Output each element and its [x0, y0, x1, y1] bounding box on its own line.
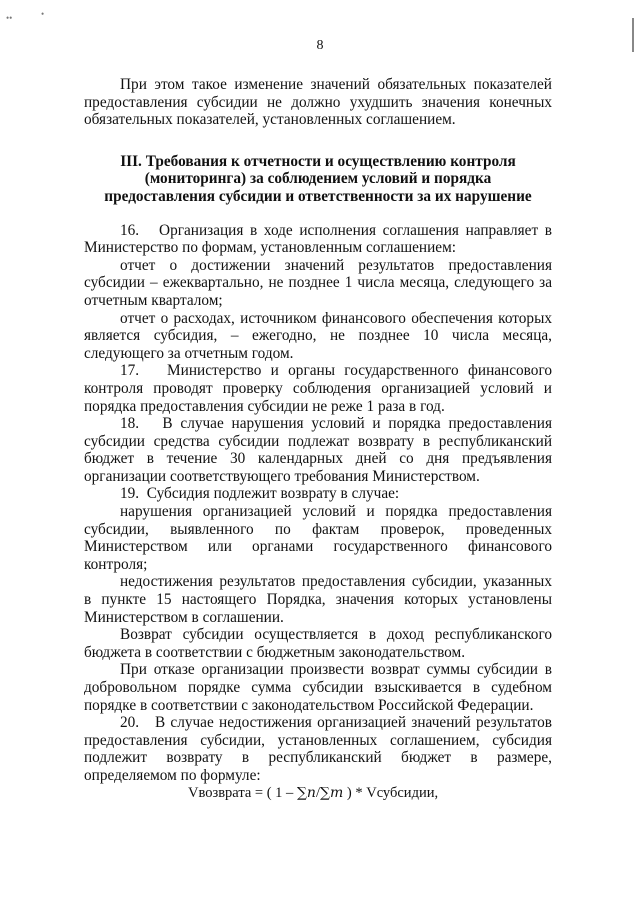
page-number: 8	[316, 38, 324, 53]
intro-paragraph: При этом такое изменение значений обязательных показателей предоставления субсидии не должно ухудшить значения конечных обязательных показателей, установленных соглашением.	[84, 76, 552, 129]
paragraph-20: 20. В случае недостижения организацией значений результатов предоставления субсидии, установленных соглашением, субсидия подлежит возврату в республиканский бюджет в размере, определяемом по формуле:	[84, 714, 552, 784]
paragraph-19: 19. Субсидия подлежит возврату в случае:	[120, 485, 400, 503]
return-case-nonachievement: недостижения результатов предоставления субсидии, указанных в пункте 15 настоящего Порядка, значения которых установлены Министерством в соглашении.	[84, 573, 552, 626]
formula-slash: /	[315, 784, 320, 801]
formula-sum-m: ∑𝑚	[319, 784, 344, 801]
formula-lhs: Vвозврата = ( 1 –	[188, 784, 297, 801]
scan-speck: ••	[6, 13, 13, 23]
scan-speck: •	[41, 9, 45, 19]
return-budget-paragraph: Возврат субсидии осуществляется в доход республиканского бюджета в соответствии с бюджетным законодательством.	[84, 626, 552, 661]
paragraph-17: 17. Министерство и органы государственного финансового контроля проводят проверку соблюдения организацией условий и порядка предоставления субсидии не реже 1 раза в год.	[84, 362, 552, 415]
section-heading: III. Требования к отчетности и осуществлению контроля (мониторинга) за соблюдением условий и порядка предоставления субсидии и ответственности за их нарушение	[104, 152, 532, 205]
formula-sum-n: ∑𝑛	[296, 784, 316, 801]
formula-rhs: ) * Vсубсидии,	[343, 784, 439, 801]
paragraph-16: 16. Организация в ходе исполнения соглашения направляет в Министерство по формам, установленным соглашением:	[84, 221, 552, 257]
return-case-violation: нарушения организацией условий и порядка предоставления субсидии, выявленного по фактам проверок, проведенных Министерством или органами государственного финансового контроля;	[84, 503, 552, 573]
document-body	[84, 76, 552, 802]
refusal-paragraph: При отказе организации произвести возврат суммы субсидии в добровольном порядке сумма субсидии взыскивается в судебном порядке в соответствии с законодательством Российской Федерации.	[84, 661, 552, 714]
report-item-expenses: отчет о расходах, источником финансового обеспечения которых является субсидия, – ежегодно, не позднее 10 числа месяца, следующего за отчетным годом.	[84, 309, 552, 362]
paragraph-18: 18. В случае нарушения условий и порядка предоставления субсидии средства субсидии подлежат возврату в республиканский бюджет в течение 30 календарных дней со дня предъявления организации соответствующего требования Министерством.	[84, 415, 552, 485]
report-item-results: отчет о достижении значений результатов предоставления субсидии – ежеквартально, не позднее 1 числа месяца, следующего за отчетным кварталом;	[84, 256, 552, 309]
return-formula	[84, 785, 552, 803]
